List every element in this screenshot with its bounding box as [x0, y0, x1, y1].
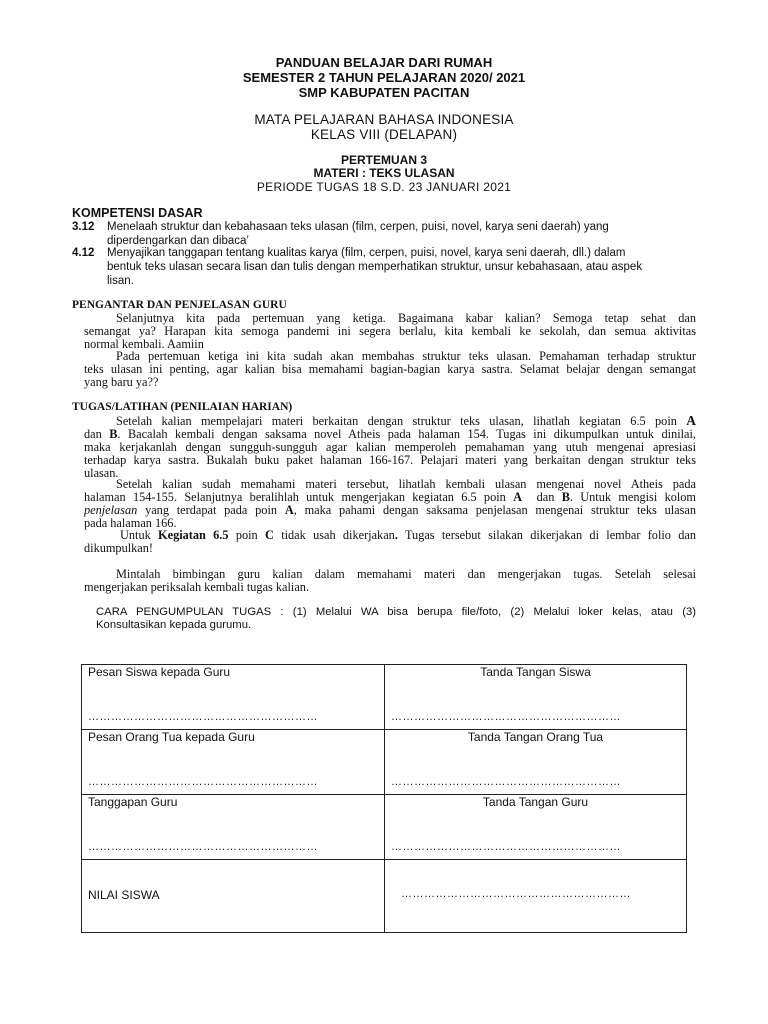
kompetensi-title: KOMPETENSI DASAR [72, 206, 203, 220]
text-line: mengerjakan periksalah kembali tugas kalian. [84, 580, 310, 594]
period-line: PERIODE TUGAS 18 S.D. 23 JANUARI 2021 [256, 180, 512, 194]
kompetensi-number: 4.12 [72, 247, 95, 259]
text-line: pada halaman 166. [84, 516, 177, 530]
kompetensi-text: bentuk teks ulasan secara lisan dan tulis dengan memperhatikan struktur, unsur kebahasaan, atau aspek [107, 261, 643, 273]
text-line: Mintalah bimbingan guru kalian dalam memahami materi dan mengerjakan tugas. Setelah selesai [116, 567, 696, 581]
cell-label: Pesan Orang Tua kepada Guru [88, 730, 255, 744]
kompetensi-text: Menelaah struktur dan kebahasaan teks ulasan (film, cerpen, puisi, novel, karya seni daerah) yang [107, 221, 609, 233]
message-cell[interactable] [82, 730, 384, 794]
table-row [82, 795, 687, 860]
bold-letter: A [284, 503, 294, 517]
bold-letter: A [686, 413, 696, 428]
grade-value-cell[interactable] [385, 860, 686, 932]
nilai-label: NILAI SISWA [88, 888, 160, 902]
cell-label: Tanda Tangan Orang Tua [467, 730, 604, 744]
kompetensi-item [72, 220, 712, 248]
cell-label: Tanda Tangan Guru [482, 795, 589, 809]
tugas-paragraph-2 [84, 478, 696, 530]
text-line: . Bacalah kembali dengan saksama novel Atheis pada halaman 154. Tugas ini dikumpulkan untuk dinilai, [117, 427, 696, 441]
dotted-line: …………………………………………………… [391, 711, 621, 723]
dotted-line: …………………………………………………… [88, 711, 318, 723]
text-line: CARA PENGUMPULAN TUGAS : (1) Melalui WA bisa berupa file/foto, (2) Melalui loker kelas, atau (3) [96, 606, 696, 618]
kompetensi-text: lisan. [107, 275, 134, 287]
text-line: ulasan. [84, 466, 119, 480]
text-line: maka kerjakanlah dengan sungguh-sungguh agar kalian memperoleh pemahaman yang utuh mengenai apresiasi [84, 440, 696, 454]
text-line: yang baru ya?? [84, 375, 159, 389]
cara-pengumpulan [96, 606, 696, 632]
bold-letter: B [109, 427, 118, 441]
subject-line: MATA PELAJARAN BAHASA INDONESIA [254, 112, 514, 127]
table-row [82, 665, 687, 730]
doc-title-line3: SMP KABUPATEN PACITAN [298, 85, 470, 100]
text-line: semangat ya? Harapan kita semoga pandemi ini segera berlalu, kita kembali ke sekolah, dan semua aktivitas [84, 324, 696, 338]
text-line: Setelah kalian mempelajari materi berkaitan dengan struktur teks ulasan, lihatlah kegiatan 6.5 poin [116, 414, 677, 428]
cell-label: Pesan Siswa kepada Guru [88, 665, 231, 679]
message-cell[interactable] [82, 795, 384, 859]
text-line: Selanjutnya kita pada pertemuan yang ketiga. Bagaimana kabar kalian? Semoga tetap sehat dan [116, 311, 696, 325]
kompetensi-number: 3.12 [72, 221, 95, 233]
material-line: MATERI : TEKS ULASAN [313, 166, 455, 180]
signature-cell[interactable] [385, 730, 686, 794]
pengantar-paragraph-1 [84, 312, 696, 351]
dotted-line: …………………………………………………… [88, 841, 318, 853]
text-line: , maka pahami dengan saksama penjelasan mengenai struktur teks ulasan [293, 503, 697, 517]
text-line: normal kembali. Aamiin [84, 337, 204, 351]
dotted-line: …………………………………………………… [88, 776, 318, 788]
kompetensi-item [72, 246, 712, 288]
cell-label: Tanda Tangan Siswa [480, 665, 591, 679]
text-line: teks ulasan ini penting, agar kalian bisa memahami bagian-bagian karya sastra. Selamat belajar dengan semangat [84, 362, 696, 376]
signature-cell[interactable] [385, 795, 686, 859]
italic-word: penjelasan [84, 503, 138, 517]
text-line: Tugas tersebut silakan dikerjakan di lembar folio dan [404, 528, 696, 542]
message-cell[interactable] [82, 665, 384, 729]
kompetensi-text: diperdengarkan dan dibaca’ [107, 235, 249, 247]
signature-cell[interactable] [385, 665, 686, 729]
text-line: . Untuk mengisi kolom [569, 490, 696, 504]
bold-letter: A [513, 490, 522, 504]
meeting-line: PERTEMUAN 3 [340, 153, 427, 167]
text-line: halaman 154-155. Selanjutnya beralihlah untuk mengerjakan kegiatan 6.5 poin [84, 490, 506, 504]
text-line: terhadap karya sastra. Bukalah buku paket halaman 166-167. Pelajari materi yang berkaitan dengan struktur teks [84, 453, 696, 467]
kompetensi-text: Menyajikan tanggapan tentang kualitas karya (film, cerpen, puisi, novel, karya seni daerah, dll.) dalam [107, 247, 626, 259]
pengantar-title: PENGANTAR DAN PENJELASAN GURU [72, 299, 287, 311]
text-line: dan [536, 490, 555, 504]
bold-letter: B [561, 490, 570, 504]
table-row [82, 860, 687, 933]
dotted-line: …………………………………………………… [391, 841, 621, 853]
tugas-paragraph-3 [84, 529, 696, 555]
text-line: Setelah kalian sudah memahami materi tersebut, lihatlah kembali ulasan mengenai novel Atheis pada [116, 477, 696, 491]
signature-table [81, 664, 687, 933]
text-line: poin [235, 528, 258, 542]
cell-label: Tanggapan Guru [88, 795, 178, 809]
tugas-paragraph-1 [84, 414, 696, 480]
text-line: yang terdapat pada poin [145, 503, 278, 517]
grade-label-cell [82, 860, 384, 932]
tugas-paragraph-4 [84, 568, 696, 594]
text-line: dikumpulkan! [84, 541, 153, 555]
table-row [82, 730, 687, 795]
grade-line: KELAS VIII (DELAPAN) [310, 127, 458, 142]
text-line: Pada pertemuan ketiga ini kita sudah akan membahas struktur teks ulasan. Pemahaman terhadap struktur [116, 349, 696, 363]
dotted-line: …………………………………………………… [401, 888, 631, 900]
text-line: dan [84, 427, 102, 441]
text-line: Untuk [120, 528, 151, 542]
text-line: tidak usah dikerjakan [281, 528, 395, 542]
text-line: Konsultasikan kepada gurumu. [96, 619, 252, 631]
pengantar-paragraph-2 [84, 350, 696, 389]
doc-title-line1: PANDUAN BELAJAR DARI RUMAH [275, 55, 493, 70]
doc-title-line2: SEMESTER 2 TAHUN PELAJARAN 2020/ 2021 [242, 70, 526, 85]
bold-text: Kegiatan 6.5 [158, 528, 229, 542]
tugas-title: TUGAS/LATIHAN (PENILAIAN HARIAN) [72, 401, 293, 413]
bold-text: . [394, 528, 398, 542]
dotted-line: …………………………………………………… [391, 776, 621, 788]
bold-letter: C [265, 528, 274, 542]
